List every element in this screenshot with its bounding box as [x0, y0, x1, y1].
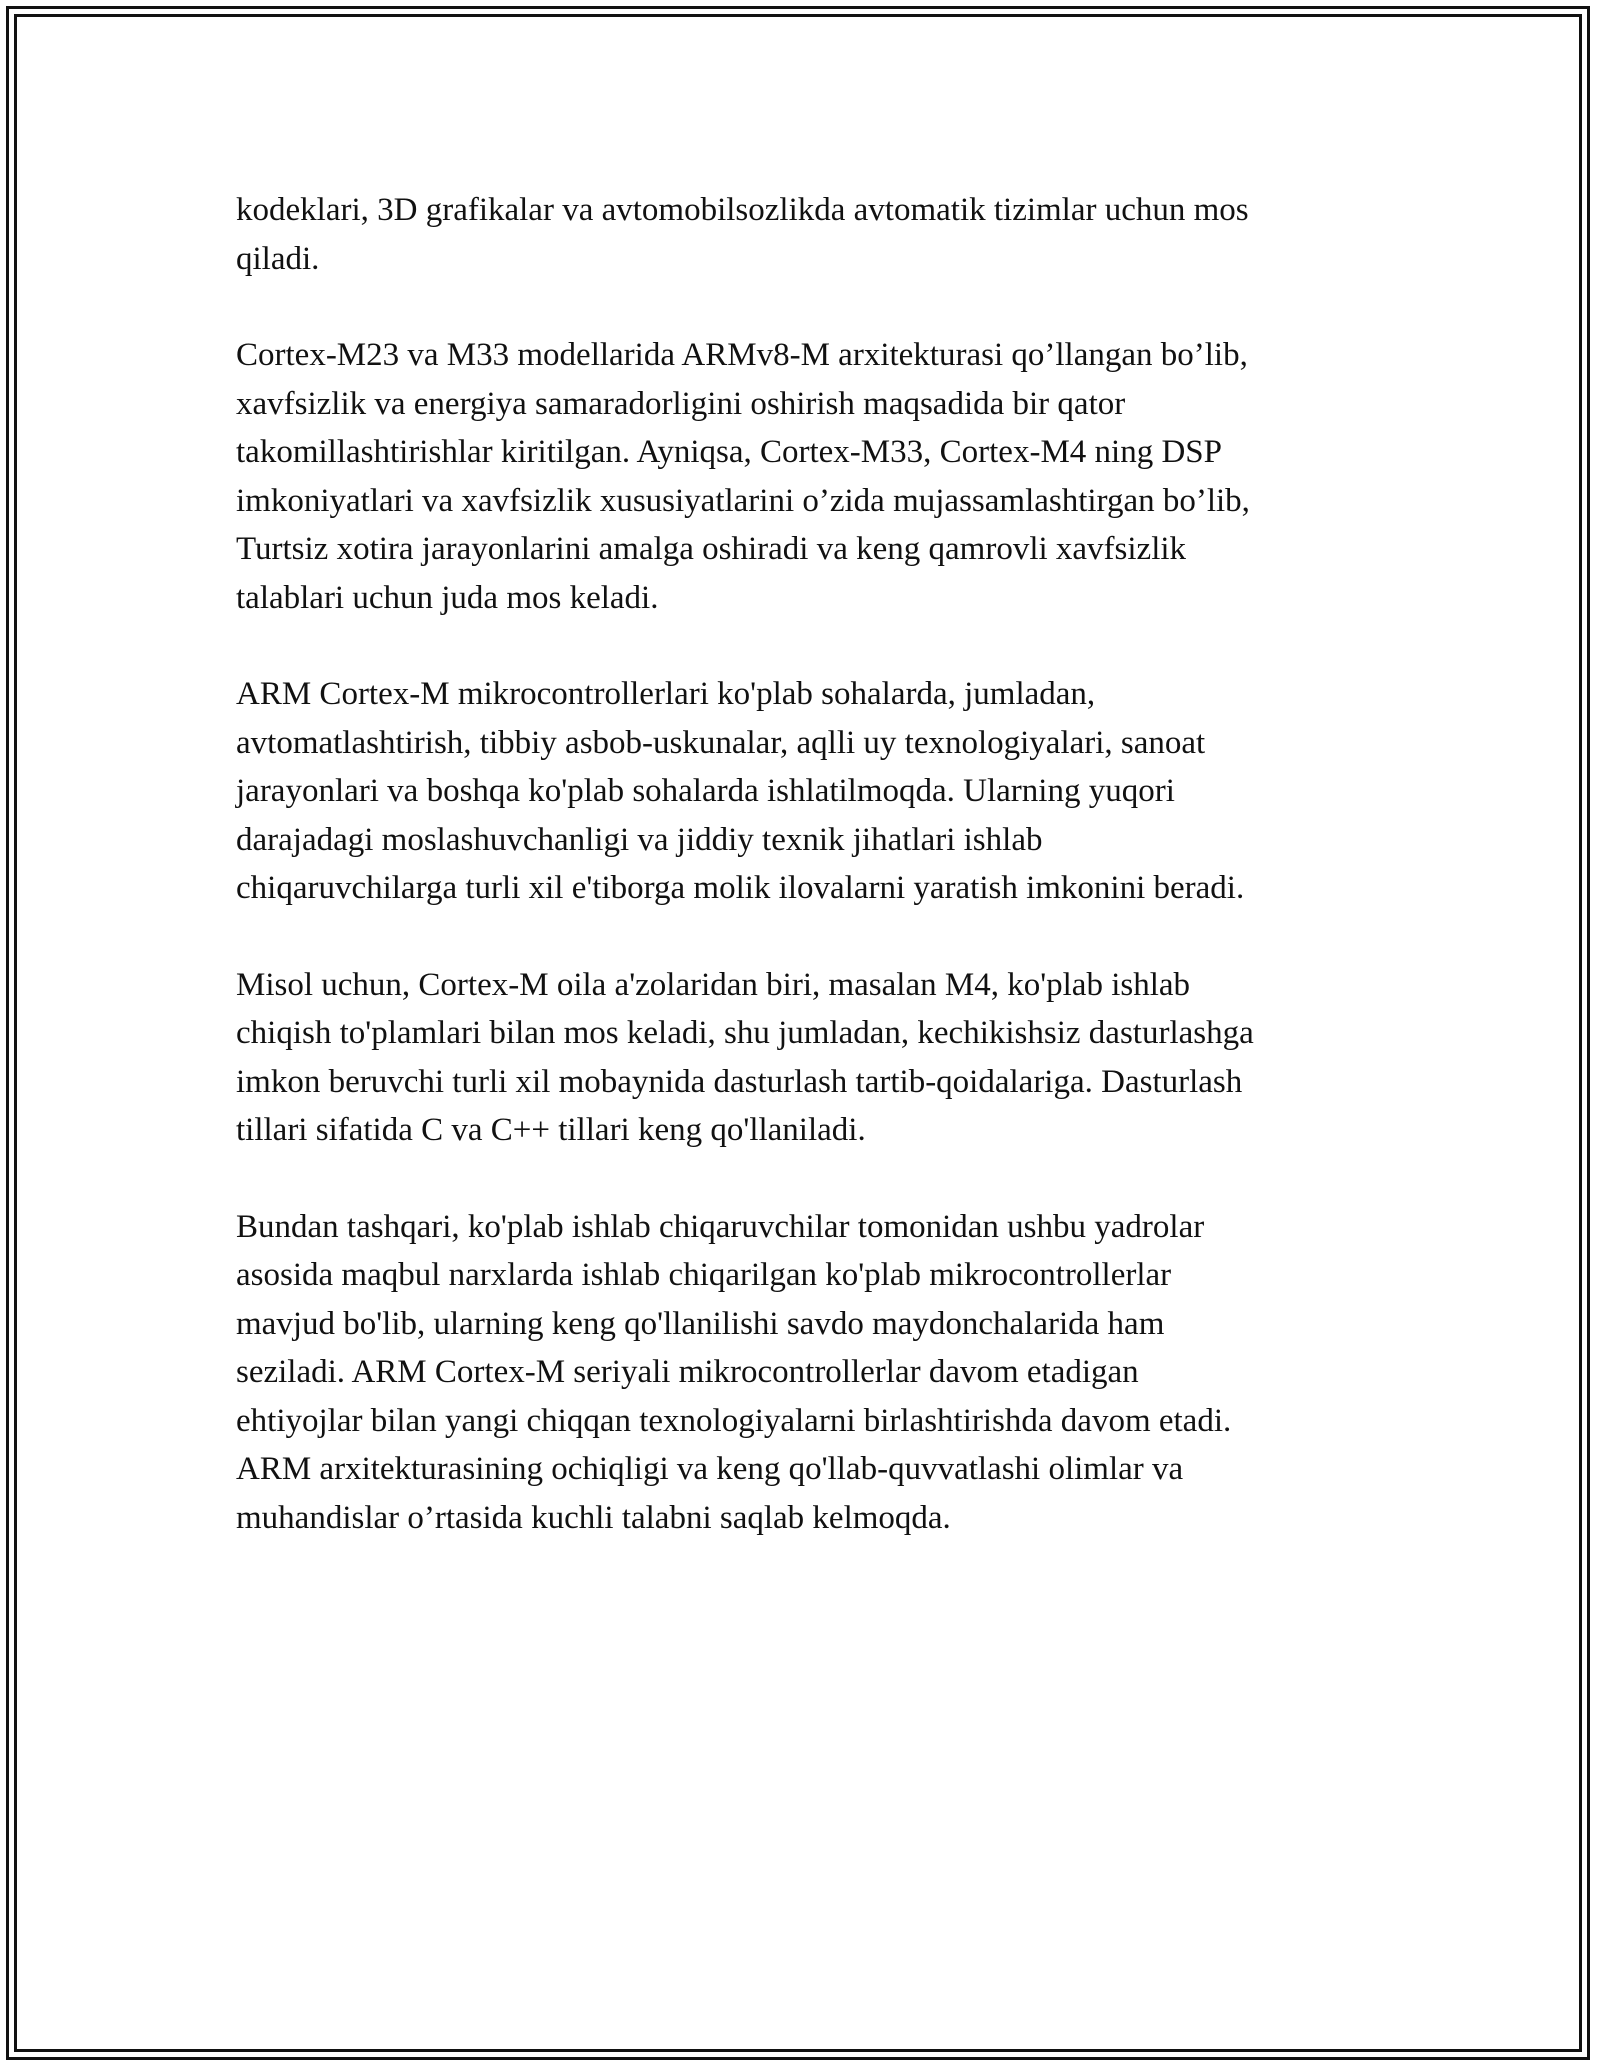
paragraph-3 — [236, 670, 1376, 913]
text-line: ARM Cortex-M mikrocontrollerlari ko'plab sohalarda, jumladan, — [236, 676, 1096, 712]
text-line: darajadagi moslashuvchanligi va jiddiy texnik jihatlari ishlab — [236, 821, 1043, 858]
text-line: takomillashtirishlar kiritilgan. Ayniqsa, Cortex-M33, Cortex-M4 ning DSP — [236, 434, 1222, 470]
document-body — [236, 186, 1376, 1542]
text-line: jarayonlari va boshqa ko'plab sohalarda ishlatilmoqda. Ularning yuqori — [236, 773, 1175, 809]
text-line: mavjud bo'lib, ularning keng qo'llanilishi savdo maydonchalarida ham — [236, 1305, 1165, 1342]
text-line: asosida maqbul narxlarda ishlab chiqarilgan ko'plab mikrocontrollerlar — [236, 1257, 1172, 1293]
text-line: Bundan tashqari, ko'plab ishlab chiqaruvchilar tomonidan ushbu yadrolar — [236, 1208, 1205, 1245]
text-line: Misol uchun, Cortex-M oila a'zolaridan biri, masalan M4, ko'plab ishlab — [236, 966, 1191, 1003]
text-line: qiladi. — [236, 240, 320, 277]
text-line: kodeklari, 3D grafikalar va avtomobilsozlikda avtomatik tizimlar uchun mos — [236, 192, 1249, 228]
text-line: Cortex-M23 va M33 modellarida ARMv8-M arxitekturasi qo’llangan bo’lib, — [236, 337, 1248, 373]
text-line: seziladi. ARM Cortex-M seriyali mikrocontrollerlar davom etadigan — [236, 1354, 1139, 1390]
text-line: chiqaruvchilarga turli xil e'tiborga molik ilovalarni yaratish imkonini beradi. — [236, 870, 1245, 906]
text-line: avtomatlashtirish, tibbiy asbob-uskunalar, aqlli uy texnologiyalari, sanoat — [236, 724, 1206, 761]
paragraph-4 — [236, 961, 1376, 1155]
text-line: chiqish to'plamlari bilan mos keladi, shu jumladan, kechikishsiz dasturlashga — [236, 1015, 1254, 1051]
paragraph-5 — [236, 1203, 1376, 1543]
text-line: ARM arxitekturasining ochiqligi va keng qo'llab-quvvatlashi olimlar va — [236, 1451, 1184, 1487]
text-line: ehtiyojlar bilan yangi chiqqan texnologiyalarni birlashtirishda davom etadi. — [236, 1402, 1232, 1439]
text-line: talablari uchun juda mos keladi. — [236, 579, 659, 616]
paragraph-1 — [236, 186, 1376, 283]
text-line: tillari sifatida C va C++ tillari keng qo'llaniladi. — [236, 1112, 866, 1148]
text-line: xavfsizlik va energiya samaradorligini oshirish maqsadida bir qator — [236, 385, 1126, 422]
text-line: Turtsiz xotira jarayonlarini amalga oshiradi va keng qamrovli xavfsizlik — [236, 531, 1187, 567]
text-line: imkon beruvchi turli xil mobaynida dasturlash tartib-qoidalariga. Dasturlash — [236, 1063, 1243, 1100]
text-line: muhandislar o’rtasida kuchli talabni saqlab kelmoqda. — [236, 1499, 951, 1536]
text-line: imkoniyatlari va xavfsizlik xususiyatlarini o’zida mujassamlashtirgan bo’lib, — [236, 482, 1250, 519]
paragraph-2 — [236, 331, 1376, 622]
